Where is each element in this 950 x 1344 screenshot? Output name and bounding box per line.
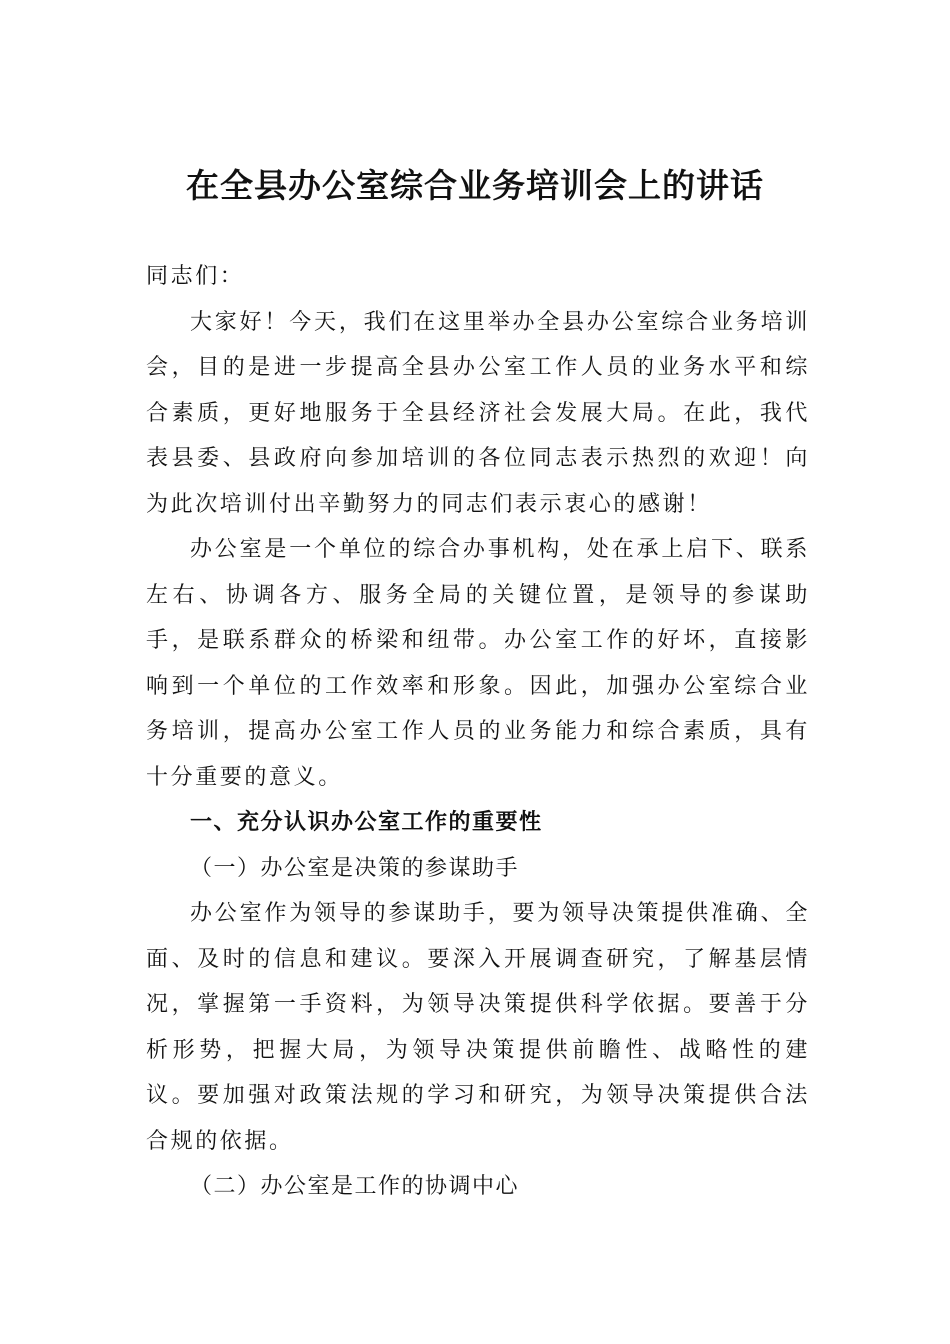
subsection-heading-1: （一）办公室是决策的参谋助手 (190, 855, 520, 881)
paragraph-subsection-1: 办公室作为领导的参谋助手，要为领导决策提供准确、全面、及时的信息和建议。要深入开展调查研究，了解基层情况，掌握第一手资料，为领导决策提供科学依据。要善于分析形势，把握大局，为领导决策提供前瞻性、战略性的建议。要加强对政策法规的学习和研究，为领导决策提供合法合规的依据。 (146, 901, 810, 1154)
salutation: 同志们： (146, 264, 245, 289)
paragraph-intro-2: 办公室是一个单位的综合办事机构，处在承上启下、联系左右、协调各方、服务全局的关键位置，是领导的参谋助手，是联系群众的桥梁和纽带。办公室工作的好坏，直接影响到一个单位的工作效率和形象。因此，加强办公室综合业务培训，提高办公室工作人员的业务能力和综合素质，具有十分重要的意义。 (146, 537, 810, 790)
paragraph-intro-1: 大家好！今天，我们在这里举办全县办公室综合业务培训会，目的是进一步提高全县办公室工作人员的业务水平和综合素质，更好地服务于全县经济社会发展大局。在此，我代表县委、县政府向参加培训的各位同志表示热烈的欢迎！向为此次培训付出辛勤努力的同志们表示衷心的感谢！ (146, 309, 810, 517)
subsection-heading-2: （二）办公室是工作的协调中心 (190, 1174, 520, 1199)
document-title: 在全县办公室综合业务培训会上的讲话 (186, 166, 764, 205)
section-heading-1: 一、充分认识办公室工作的重要性 (190, 810, 543, 835)
document-body (146, 254, 810, 1210)
